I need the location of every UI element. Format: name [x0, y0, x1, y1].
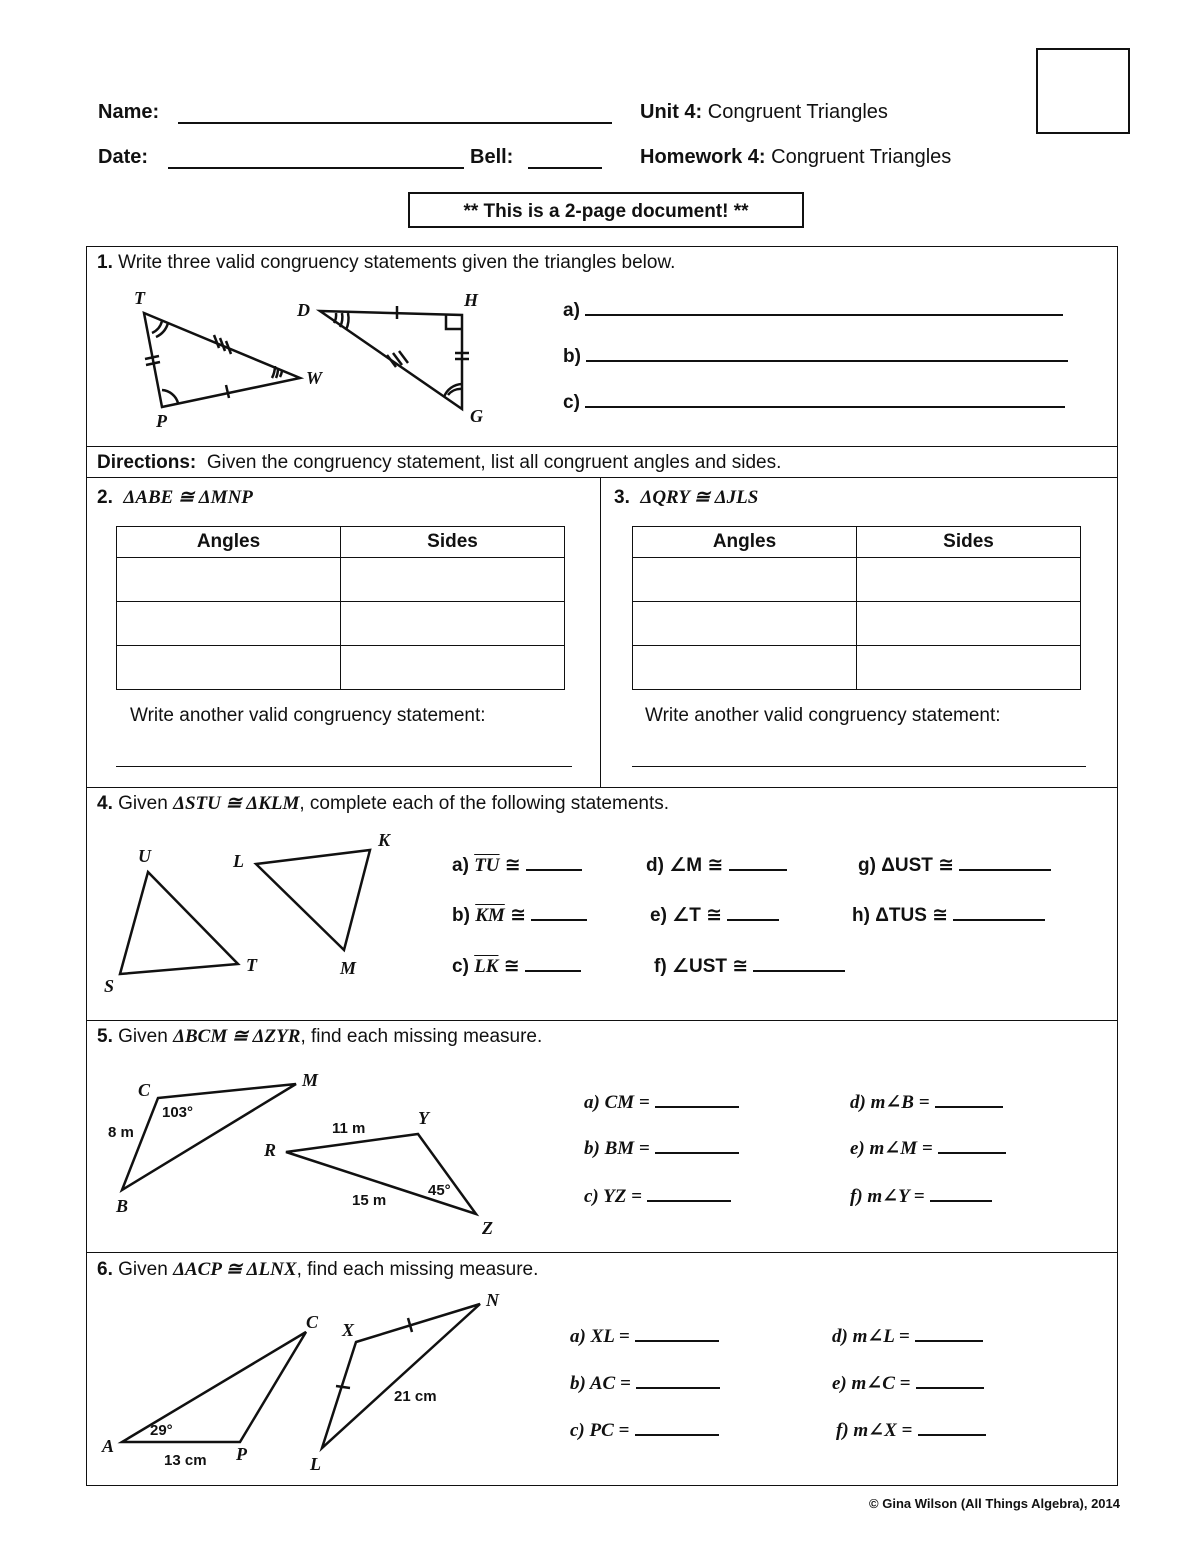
- q6-b-blank[interactable]: [636, 1369, 720, 1389]
- q4-b-blank[interactable]: [531, 901, 587, 921]
- q4-item-c: [452, 952, 581, 978]
- q2-number: 2.: [97, 487, 113, 508]
- q1-a-label: a): [563, 300, 580, 321]
- q5-statement: ΔBCM ≅ ΔZYR: [173, 1026, 301, 1047]
- directions-text: Given the congruency statement, list all congruent angles and sides.: [206, 452, 782, 473]
- name-field-line[interactable]: [178, 122, 612, 124]
- q6-angle-a: 29°: [150, 1422, 173, 1439]
- q6-side-ln: 21 cm: [394, 1388, 437, 1405]
- q2-cell[interactable]: [117, 602, 341, 646]
- q1-prompt: [97, 252, 675, 274]
- q4-h-label: h) ΔTUS ≅: [852, 905, 949, 926]
- q2-another-prompt: Write another valid congruency statement:: [130, 705, 486, 726]
- q6-b-label: b) AC =: [570, 1373, 631, 1394]
- q4-item-a: [452, 851, 582, 877]
- q2-another-line[interactable]: [116, 766, 572, 767]
- homework-heading: [640, 146, 951, 169]
- q1-label-w: W: [306, 368, 323, 388]
- q1-label-d: D: [297, 300, 310, 320]
- triangle-stu: [120, 872, 238, 974]
- q3-another-prompt: Write another valid congruency statement:: [645, 705, 1001, 726]
- q5-a-blank[interactable]: [655, 1088, 739, 1108]
- q4-label-t: T: [246, 955, 257, 975]
- q6-f-label: f) m∠X =: [836, 1420, 913, 1441]
- q6-d-label: d) m∠L =: [832, 1326, 910, 1347]
- copyright: © Gina Wilson (All Things Algebra), 2014: [869, 1496, 1120, 1511]
- q2-prompt: [97, 486, 253, 509]
- q2-cell[interactable]: [117, 558, 341, 602]
- q6-c-label: c) PC =: [570, 1420, 630, 1441]
- divider-5: [86, 1252, 1118, 1253]
- score-box: [1036, 48, 1130, 134]
- q6-prompt: [97, 1258, 538, 1281]
- q4-g-label: g) ΔUST ≅: [858, 855, 955, 876]
- q5-side-bc: 8 m: [108, 1124, 134, 1141]
- q5-a-label: a) CM =: [584, 1092, 650, 1113]
- q4-a-congruent: ≅: [504, 855, 521, 876]
- q3-statement: ΔQRY ≅ ΔJLS: [640, 487, 759, 508]
- q6-item-c: [570, 1416, 719, 1442]
- q1-answer-b: [563, 342, 1068, 368]
- q3-cell[interactable]: [633, 558, 857, 602]
- divider-4: [86, 1020, 1118, 1021]
- q4-number: 4.: [97, 793, 113, 814]
- q5-side-ry: 11 m: [332, 1120, 366, 1137]
- q4-b-label: b): [452, 905, 470, 926]
- q1-label-t: T: [134, 288, 145, 308]
- q3-cell[interactable]: [633, 602, 857, 646]
- homework-title: Congruent Triangles: [771, 146, 952, 168]
- q2-cell[interactable]: [117, 646, 341, 690]
- q5-item-a: [584, 1088, 739, 1114]
- directions-label: Directions:: [97, 452, 197, 473]
- q1-label-p: P: [156, 411, 167, 431]
- q4-a-label: a): [452, 855, 469, 876]
- q5-label-b: B: [116, 1196, 129, 1216]
- q4-b-congruent: ≅: [510, 905, 526, 926]
- bell-label: Bell:: [470, 146, 514, 168]
- q5-item-e: [850, 1134, 1006, 1160]
- q4-c-congruent: ≅: [503, 956, 520, 977]
- q4-label-k: K: [378, 830, 391, 850]
- q2-statement: ΔABE ≅ ΔMNP: [123, 487, 253, 508]
- unit-title: Congruent Triangles: [707, 101, 888, 123]
- q3-cell[interactable]: [857, 602, 1081, 646]
- q6-item-a: [570, 1322, 719, 1348]
- q4-prompt: [97, 792, 669, 815]
- q5-c-blank[interactable]: [647, 1182, 731, 1202]
- q4-c-label: c): [452, 956, 469, 977]
- q3-prompt: [614, 486, 758, 509]
- q4-a-segment: $\overline{TU}$: [474, 855, 500, 876]
- triangle-klm: [256, 850, 370, 950]
- q1-a-blank[interactable]: [585, 296, 1063, 316]
- name-label: Name:: [98, 101, 160, 123]
- q4-label-u: U: [138, 846, 151, 866]
- divider-1: [86, 446, 1118, 447]
- q1-label-g: G: [470, 406, 483, 426]
- q4-item-f: [654, 952, 845, 978]
- q4-post: , complete each of the following statements.: [299, 793, 670, 814]
- bell-field-line[interactable]: [528, 167, 602, 169]
- q6-d-blank[interactable]: [915, 1322, 983, 1342]
- q2-cell[interactable]: [341, 602, 565, 646]
- q4-label-m: M: [340, 958, 357, 978]
- q1-text: Write three valid congruency statements given the triangles below.: [118, 252, 676, 273]
- q5-label-r: R: [264, 1140, 277, 1160]
- date-label: Date:: [98, 146, 149, 168]
- q2-table: [116, 526, 565, 690]
- q5-d-blank[interactable]: [935, 1088, 1003, 1108]
- q1-c-blank[interactable]: [585, 388, 1065, 408]
- two-page-banner: ** This is a 2-page document! **: [408, 192, 804, 228]
- q3-another-line[interactable]: [632, 766, 1086, 767]
- q5-b-blank[interactable]: [655, 1134, 739, 1154]
- q6-number: 6.: [97, 1259, 113, 1280]
- q4-item-g: [858, 851, 1051, 877]
- q4-pre: Given: [118, 793, 168, 814]
- q1-label-h: H: [464, 290, 479, 310]
- q6-label-n: N: [486, 1290, 499, 1310]
- q4-item-b: [452, 901, 587, 927]
- q6-item-e: [832, 1369, 984, 1395]
- q4-e-label: e) ∠T ≅: [650, 905, 723, 926]
- q6-e-blank[interactable]: [916, 1369, 984, 1389]
- q5-label-c: C: [138, 1080, 151, 1100]
- q5-item-c: [584, 1182, 731, 1208]
- q5-e-label: e) m∠M =: [850, 1138, 933, 1159]
- q6-label-x: X: [342, 1320, 355, 1340]
- q2-col-sides: Sides: [341, 527, 565, 558]
- q3-cell[interactable]: [857, 558, 1081, 602]
- q5-angle-c: 103°: [162, 1104, 194, 1121]
- q6-a-blank[interactable]: [635, 1322, 719, 1342]
- q6-side-ap: 13 cm: [164, 1452, 207, 1469]
- q5-label-z: Z: [482, 1218, 493, 1238]
- q1-b-blank[interactable]: [586, 342, 1068, 362]
- divider-3: [86, 787, 1118, 788]
- q5-post: , find each missing measure.: [300, 1026, 543, 1047]
- q5-f-label: f) m∠Y =: [850, 1186, 925, 1207]
- homework-label: Homework 4:: [640, 146, 766, 168]
- q4-f-label: f) ∠UST ≅: [654, 956, 749, 977]
- q6-a-label: a) XL =: [570, 1326, 630, 1347]
- q4-f-blank[interactable]: [753, 952, 845, 972]
- q5-item-f: [850, 1182, 992, 1208]
- q6-label-c: C: [306, 1312, 319, 1332]
- q6-post: , find each missing measure.: [296, 1259, 539, 1280]
- q6-item-f: [836, 1416, 986, 1442]
- q4-statement: ΔSTU ≅ ΔKLM: [173, 793, 300, 814]
- q6-label-p: P: [236, 1444, 247, 1464]
- q6-item-b: [570, 1369, 720, 1395]
- q6-e-label: e) m∠C =: [832, 1373, 911, 1394]
- directions: [97, 452, 781, 474]
- q5-label-y: Y: [418, 1108, 429, 1128]
- q4-label-l: L: [233, 851, 244, 871]
- q5-c-label: c) YZ =: [584, 1186, 642, 1207]
- q5-d-label: d) m∠B =: [850, 1092, 930, 1113]
- date-field-line[interactable]: [168, 167, 464, 169]
- unit-heading: [640, 101, 888, 124]
- q6-item-d: [832, 1322, 983, 1348]
- q4-c-blank[interactable]: [525, 952, 581, 972]
- q2-cell[interactable]: [341, 558, 565, 602]
- q6-f-blank[interactable]: [918, 1416, 986, 1436]
- q4-e-blank[interactable]: [727, 901, 779, 921]
- q5-triangles-figure: [100, 1070, 500, 1230]
- q5-label-m: M: [302, 1070, 319, 1090]
- q3-col-angles: Angles: [633, 527, 857, 558]
- q5-pre: Given: [118, 1026, 168, 1047]
- q5-side-rz: 15 m: [352, 1192, 387, 1209]
- q5-number: 5.: [97, 1026, 113, 1047]
- q3-cell[interactable]: [857, 646, 1081, 690]
- q4-h-blank[interactable]: [953, 901, 1045, 921]
- q5-e-blank[interactable]: [938, 1134, 1006, 1154]
- q5-prompt: [97, 1025, 542, 1048]
- q6-label-a: A: [102, 1436, 115, 1456]
- q3-table: [632, 526, 1081, 690]
- q4-a-blank[interactable]: [526, 851, 582, 871]
- q3-number: 3.: [614, 487, 630, 508]
- q1-number: 1.: [97, 252, 113, 273]
- q4-item-d: [646, 851, 787, 877]
- q3-cell[interactable]: [633, 646, 857, 690]
- q5-b-label: b) BM =: [584, 1138, 650, 1159]
- q4-b-segment: $\overline{KM}$: [475, 905, 505, 926]
- q1-answer-c: [563, 388, 1065, 414]
- divider-2: [86, 477, 1118, 478]
- q6-label-l: L: [310, 1454, 321, 1474]
- q5-angle-z: 45°: [428, 1182, 451, 1199]
- q3-col-sides: Sides: [857, 527, 1081, 558]
- q4-label-s: S: [104, 976, 115, 996]
- q4-c-segment: $\overline{LK}$: [474, 956, 499, 977]
- q2-cell[interactable]: [341, 646, 565, 690]
- q4-item-e: [650, 901, 779, 927]
- q1-b-label: b): [563, 346, 581, 367]
- q6-statement: ΔACP ≅ ΔLNX: [173, 1259, 297, 1280]
- q6-pre: Given: [118, 1259, 168, 1280]
- divider-vertical: [600, 477, 601, 787]
- q4-d-label: d) ∠M ≅: [646, 855, 724, 876]
- q4-g-blank[interactable]: [959, 851, 1051, 871]
- q5-item-d: [850, 1088, 1003, 1114]
- q5-f-blank[interactable]: [930, 1182, 992, 1202]
- q2-col-angles: Angles: [117, 527, 341, 558]
- q1-answer-a: [563, 296, 1063, 322]
- q4-item-h: [852, 901, 1045, 927]
- q4-d-blank[interactable]: [729, 851, 787, 871]
- q6-c-blank[interactable]: [635, 1416, 719, 1436]
- q1-c-label: c): [563, 392, 580, 413]
- q5-item-b: [584, 1134, 739, 1160]
- unit-label: Unit 4:: [640, 101, 703, 123]
